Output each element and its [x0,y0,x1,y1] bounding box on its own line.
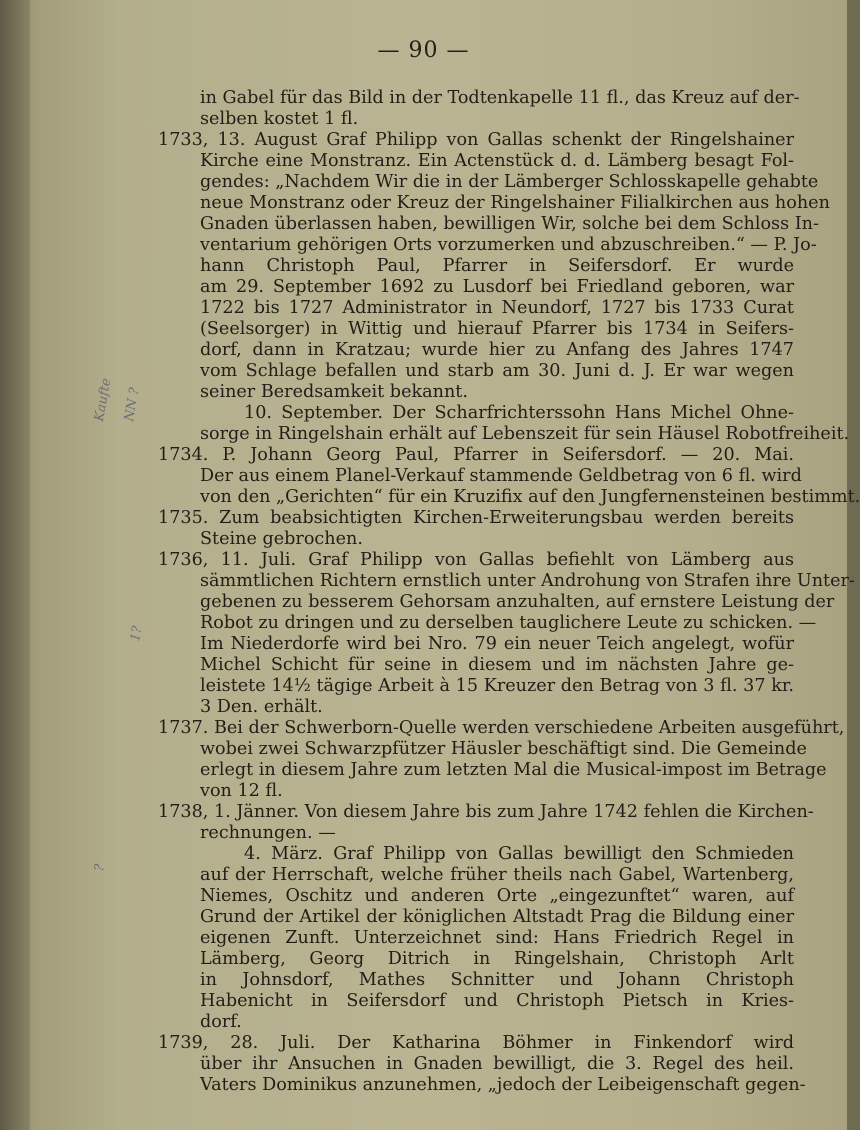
text-line: eigenen Zunft. Unterzeichnet sind: Hans Friedrich Regel in [200,928,794,948]
text-line: Grund der Artikel der königlichen Altstadt Prag die Bildung einer [200,907,794,927]
text-line: 1739, 28. Juli. Der Katharina Böhmer in Finkendorf wird [158,1033,794,1053]
text-line: 1734. P. Johann Georg Paul, Pfarrer in Seifersdorf. — 20. Mai. [158,445,794,465]
text-line: seiner Beredsamkeit bekannt. [200,382,468,402]
text-line: sorge in Ringelshain erhält auf Lebenszeit für sein Häusel Robotfreiheit. [200,424,850,444]
text-line: Kirche eine Monstranz. Ein Actenstück d. d. Lämberg besagt Fol- [200,151,794,171]
text-line: dorf, dann in Kratzau; wurde hier zu Anfang des Jahres 1747 [200,340,794,360]
text-line: vom Schlage befallen und starb am 30. Juni d. J. Er war wegen [200,361,794,381]
text-line: über ihr Ansuchen in Gnaden bewilligt, die 3. Regel des heil. [200,1054,794,1074]
text-line: 1736, 11. Juli. Graf Philipp von Gallas befiehlt von Lämberg aus [158,550,794,570]
text-line: auf der Herrschaft, welche früher theils nach Gabel, Wartenberg, [200,865,794,885]
text-line: (Seelsorger) in Wittig und hierauf Pfarrer bis 1734 in Seifers- [200,319,794,339]
text-line: sämmtlichen Richtern ernstlich unter Androhung von Strafen ihre Unter- [200,571,855,591]
page-text [158,88,860,1096]
page-number: — 90 — [377,38,470,63]
text-line: gebenen zu besserem Gehorsam anzuhalten, auf ernstere Leistung der [200,592,835,612]
text-line: gendes: „Nachdem Wir die in der Lämberger Schlosskapelle gehabte [200,172,819,192]
text-line: von den „Gerichten“ für ein Kruzifix auf den Jungfernensteinen bestimmt. [200,487,860,507]
text-line: Im Niederdorfe wird bei Nro. 79 ein neuer Teich angelegt, wofür [200,634,794,654]
margin-note-handwritten: 1? [128,624,146,643]
text-line: ventarium gehörigen Orts vorzumerken und abzuschreiben.“ — P. Jo- [200,235,817,255]
margin-note-handwritten: NN ? [122,386,143,423]
text-line: Der aus einem Planel-Verkauf stammende Geldbetrag von 6 fl. wird [200,466,802,486]
text-line: 3 Den. erhält. [200,697,323,717]
text-line: Gnaden überlassen haben, bewilligen Wir, solche bei dem Schloss In- [200,214,819,234]
text-line: 4. März. Graf Philipp von Gallas bewilligt den Schmieden [244,844,794,864]
text-line: Vaters Dominikus anzunehmen, „jedoch der Leibeigenschaft gegen- [200,1075,806,1095]
text-line: selben kostet 1 fl. [200,109,359,129]
text-line: am 29. September 1692 zu Lusdorf bei Friedland geboren, war [200,277,794,297]
text-line: in Gabel für das Bild in der Todtenkapelle 11 fl., das Kreuz auf der- [200,88,800,108]
text-line: hann Christoph Paul, Pfarrer in Seifersdorf. Er wurde [200,256,794,276]
margin-note-handwritten: ? [92,863,108,873]
text-line: dorf. [200,1012,242,1032]
text-line: 1738, 1. Jänner. Von diesem Jahre bis zum Jahre 1742 fehlen die Kirchen- [158,802,814,822]
text-line: Habenicht in Seifersdorf und Christoph Pietsch in Kries- [200,991,794,1011]
text-line: Niemes, Oschitz und anderen Orte „eingezunftet“ waren, auf [200,886,794,906]
text-line: rechnungen. — [200,823,336,843]
text-line: 1722 bis 1727 Administrator in Neundorf, 1727 bis 1733 Curat [200,298,794,318]
text-line: von 12 fl. [200,781,283,801]
book-spine [0,0,30,1130]
text-line: 1733, 13. August Graf Philipp von Gallas schenkt der Ringelshainer [158,130,794,150]
text-line: erlegt in diesem Jahre zum letzten Mal die Musical-impost im Betrage [200,760,827,780]
text-line: 1737. Bei der Schwerborn-Quelle werden verschiedene Arbeiten ausgeführt, [158,718,845,738]
text-line: Steine gebrochen. [200,529,363,549]
margin-note-handwritten: Kaufte [92,377,115,423]
text-line: Michel Schicht für seine in diesem und im nächsten Jahre ge- [200,655,794,675]
text-line: 1735. Zum beabsichtigten Kirchen-Erweiterungsbau werden bereits [158,508,794,528]
text-line: Robot zu dringen und zu derselben tauglichere Leute zu schicken. — [200,613,817,633]
text-line: in Johnsdorf, Mathes Schnitter und Johann Christoph [200,970,794,990]
text-line: leistete 14½ tägige Arbeit à 15 Kreuzer den Betrag von 3 fl. 37 kr. [200,676,794,696]
text-line: Lämberg, Georg Ditrich in Ringelshain, Christoph Arlt [200,949,794,969]
text-line: wobei zwei Schwarzpfützer Häusler beschäftigt sind. Die Gemeinde [200,739,807,759]
text-line: neue Monstranz oder Kreuz der Ringelshainer Filialkirchen aus hohen [200,193,830,213]
text-line: 10. September. Der Scharfrichterssohn Hans Michel Ohne- [244,403,794,423]
